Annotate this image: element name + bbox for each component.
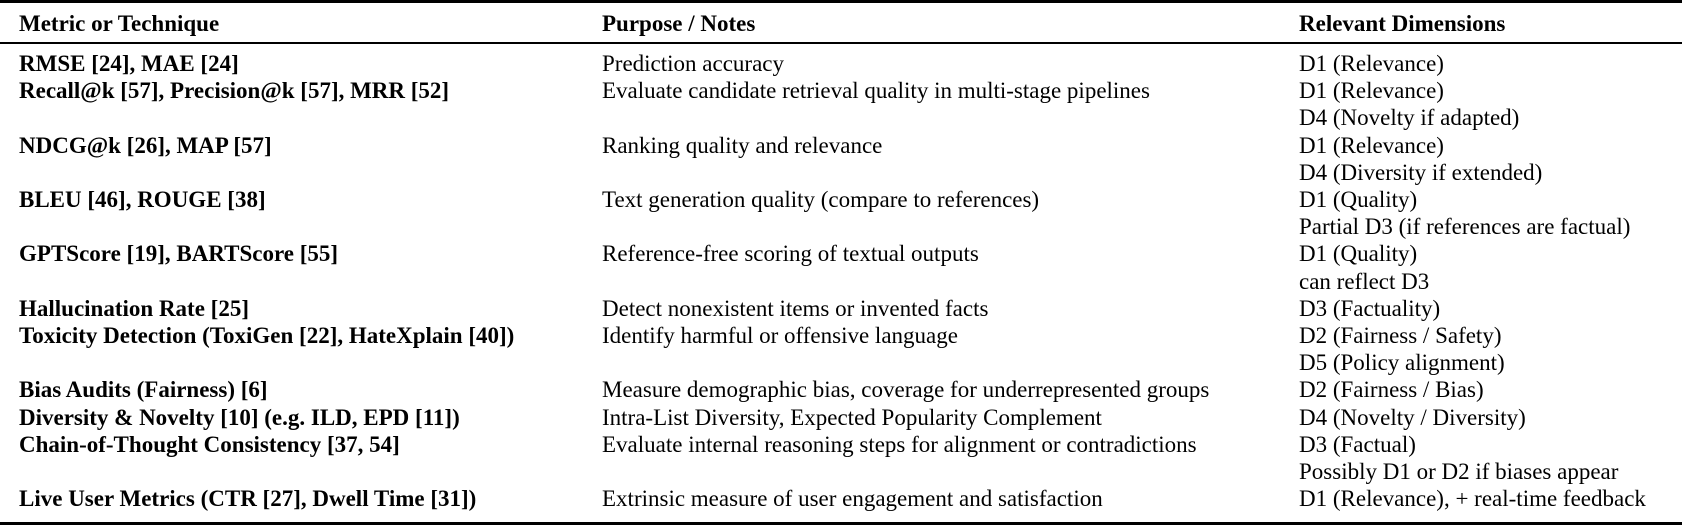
table-header-row [0, 3, 1682, 42]
dimension-line: D2 (Fairness / Bias) [1299, 377, 1484, 403]
metric-cell: NDCG@k [26], MAP [57] [19, 132, 272, 158]
metric-cell: Live User Metrics (CTR [27], Dwell Time [31]) [19, 486, 477, 512]
metric-cell: RMSE [24], MAE [24] [19, 51, 239, 76]
table-row [0, 186, 1682, 240]
dimensions-cell [1280, 404, 1682, 431]
purpose-cell: Evaluate internal reasoning steps for alignment or contradictions [602, 431, 1197, 457]
table-row [0, 322, 1682, 376]
dimension-line: D1 (Quality) [1299, 241, 1418, 267]
dimension-line: can reflect D3 [1299, 268, 1430, 294]
dimension-line: D1 (Relevance) [1299, 132, 1444, 158]
metric-cell: GPTScore [19], BARTScore [55] [19, 241, 339, 267]
metric-cell: Bias Audits (Fairness) [6] [19, 377, 268, 403]
dimension-line: D3 (Factual) [1299, 431, 1416, 457]
table-row [0, 295, 1682, 322]
table-row [0, 132, 1682, 186]
dimensions-cell [1280, 240, 1682, 294]
dimension-line: D1 (Relevance) [1299, 78, 1444, 104]
table-row [0, 404, 1682, 431]
metrics-table [0, 50, 1682, 512]
purpose-cell: Evaluate candidate retrieval quality in multi-stage pipelines [602, 78, 1150, 104]
column-header-dimensions: Relevant Dimensions [1299, 11, 1506, 36]
dimensions-cell [1280, 431, 1682, 485]
purpose-cell: Measure demographic bias, coverage for underrepresented groups [602, 377, 1210, 403]
purpose-cell: Ranking quality and relevance [602, 132, 883, 158]
dimension-line: D4 (Diversity if extended) [1299, 159, 1543, 185]
table-body [0, 50, 1682, 512]
table-row [0, 50, 1682, 77]
metric-cell: Hallucination Rate [25] [19, 295, 249, 321]
purpose-cell: Identify harmful or offensive language [602, 323, 958, 349]
table-header-rule [0, 42, 1682, 44]
dimension-line: D5 (Policy alignment) [1299, 350, 1505, 376]
dimensions-cell [1280, 186, 1682, 240]
table-bottom-rule [0, 522, 1682, 525]
dimensions-cell [1280, 77, 1682, 131]
dimension-line: D2 (Fairness / Safety) [1299, 323, 1502, 349]
column-header-metric: Metric or Technique [19, 11, 220, 36]
dimension-line: D1 (Relevance), + real-time feedback [1299, 486, 1646, 512]
dimension-line: Possibly D1 or D2 if biases appear [1299, 459, 1619, 485]
dimension-line: D1 (Relevance) [1299, 51, 1444, 76]
column-header-purpose: Purpose / Notes [602, 11, 756, 36]
purpose-cell: Detect nonexistent items or invented facts [602, 295, 989, 321]
dimension-line: Partial D3 (if references are factual) [1299, 214, 1631, 240]
dimension-line: D1 (Quality) [1299, 187, 1418, 213]
table-row [0, 431, 1682, 485]
purpose-cell: Extrinsic measure of user engagement and satisfaction [602, 486, 1103, 512]
metric-cell: BLEU [46], ROUGE [38] [19, 187, 266, 213]
dimensions-cell [1280, 376, 1682, 403]
table-row [0, 485, 1682, 512]
dimensions-cell [1280, 322, 1682, 376]
metric-cell: Toxicity Detection (ToxiGen [22], HateXplain [40]) [19, 323, 515, 349]
dimensions-cell [1280, 295, 1682, 322]
dimensions-cell [1280, 50, 1682, 77]
table-row [0, 77, 1682, 131]
dimensions-cell [1280, 132, 1682, 186]
dimension-line: D4 (Novelty / Diversity) [1299, 404, 1526, 430]
purpose-cell: Text generation quality (compare to references) [602, 187, 1040, 213]
metric-cell: Recall@k [57], Precision@k [57], MRR [52] [19, 78, 450, 104]
purpose-cell: Intra-List Diversity, Expected Popularity Complement [602, 404, 1102, 430]
dimensions-cell [1280, 485, 1682, 512]
metric-cell: Chain-of-Thought Consistency [37, 54] [19, 431, 400, 457]
table-row [0, 240, 1682, 294]
metric-cell: Diversity & Novelty [10] (e.g. ILD, EPD [11]) [19, 404, 460, 430]
dimension-line: D3 (Factuality) [1299, 295, 1441, 321]
table-row [0, 376, 1682, 403]
purpose-cell: Reference-free scoring of textual outputs [602, 241, 979, 267]
dimension-line: D4 (Novelty if adapted) [1299, 105, 1520, 131]
purpose-cell: Prediction accuracy [602, 51, 784, 76]
